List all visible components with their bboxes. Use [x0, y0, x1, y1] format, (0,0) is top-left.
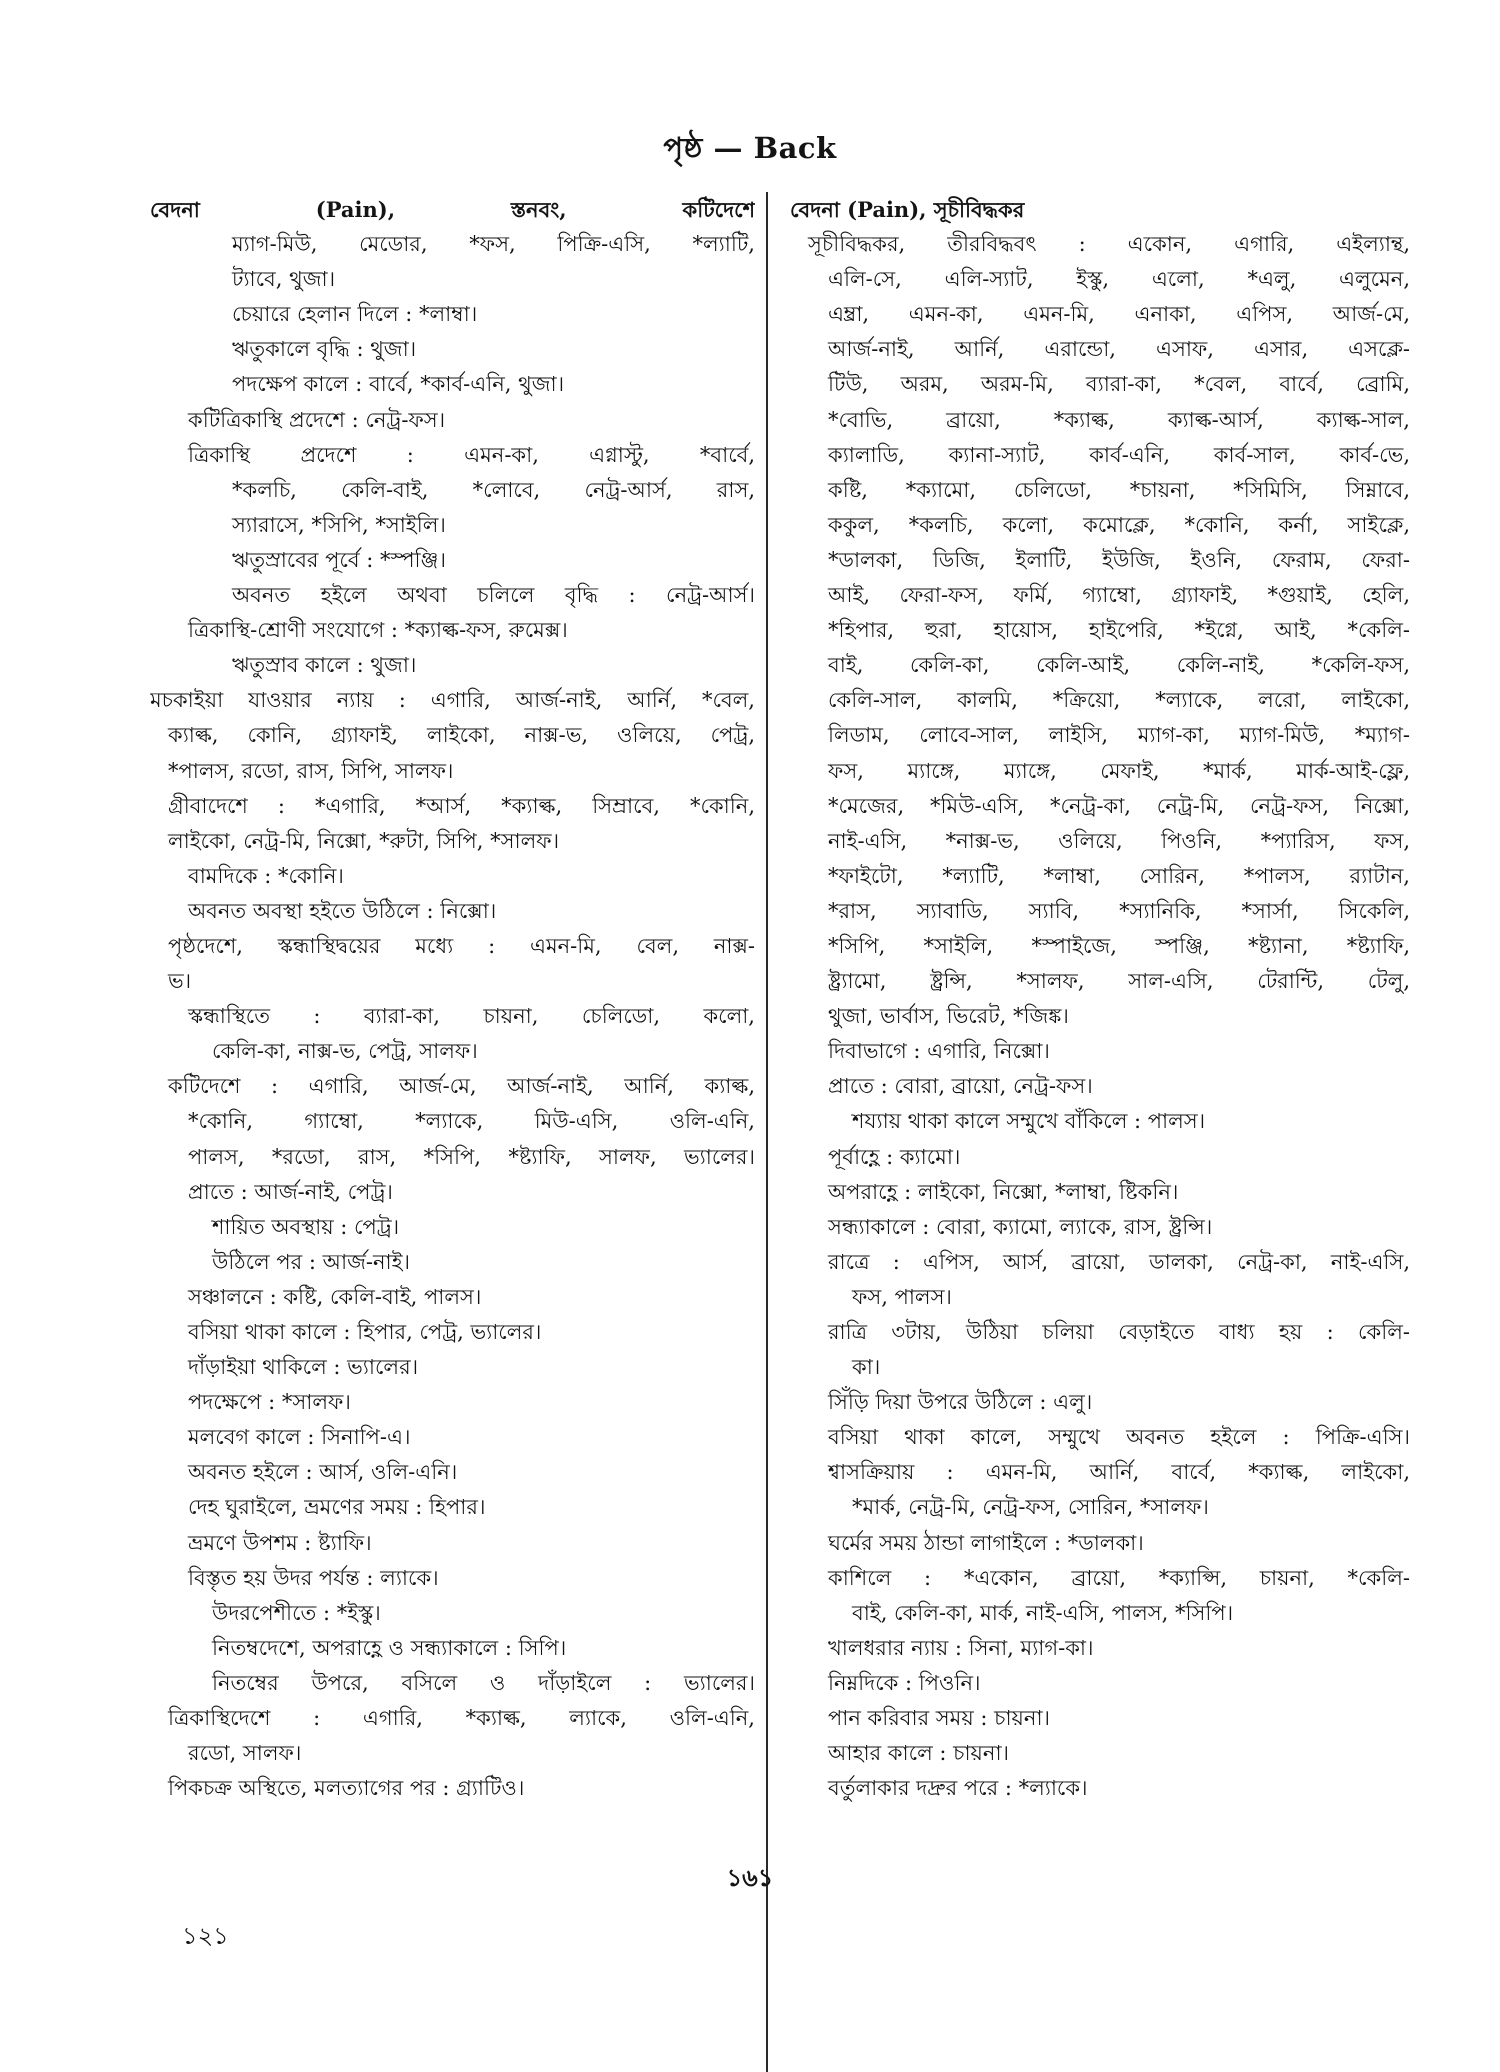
- text-line: ক্যাল্ক, কোনি, গ্র্যাফাই, লাইকো, নাক্স-ভ, ওলিয়ে, পেট্র,: [168, 723, 755, 748]
- text-line: চেয়ারে হেলান দিলে : *লাম্বা।: [232, 302, 478, 327]
- text-line: নাই-এসি, *নাক্স-ভ, ওলিয়ে, পিওনি, *প্যারিস, ফস,: [828, 828, 1410, 853]
- text-line: কা।: [852, 1355, 881, 1380]
- text-line: প্রাতে : আর্জ-নাই, পেট্র।: [188, 1179, 393, 1204]
- text-line: পদক্ষেপ কালে : বার্বে, *কার্ব-এনি, থুজা।: [232, 372, 565, 397]
- text-line: রাত্রে : এপিস, আর্স, ব্রায়ো, ডালকা, নেট্র-কা, নাই-এসি,: [828, 1249, 1410, 1274]
- right-column: [790, 192, 1410, 1806]
- text-line: আর্জ-নাই, আর্নি, এরান্ডো, এসাফ, এসার, এসক্লে-: [828, 337, 1410, 362]
- secondary-page-number: ১২১: [182, 1922, 229, 1950]
- left-column: [150, 192, 755, 1806]
- text-line: শায়িত অবস্থায় : পেট্র।: [212, 1214, 400, 1239]
- text-line: *সিপি, *সাইলি, *স্পাইজে, স্পঞ্জি, *ষ্ট্যানা, *ষ্ট্যাফি,: [828, 933, 1410, 958]
- text-line: ত্রিকাস্থি-শ্রোণী সংযোগে : *ক্যাল্ক-ফস, রুমেক্স।: [188, 618, 568, 643]
- text-line: লিডাম, লোবে-সাল, লাইসি, ম্যাগ-কা, ম্যাগ-মিউ, *ম্যাগ-: [828, 723, 1410, 748]
- text-line: স্যারাসে, *সিপি, *সাইলি।: [232, 512, 446, 537]
- text-line: দিবাভাগে : এগারি, নিক্সো।: [828, 1039, 1050, 1064]
- page-number: ১৬১: [726, 1863, 774, 1892]
- text-line: মলবেগ কালে : সিনাপি-এ।: [188, 1425, 411, 1450]
- text-line: রডো, সালফ।: [188, 1741, 302, 1766]
- text-line: বাই, কেলি-কা, মার্ক, নাই-এসি, পালস, *সিপি।: [852, 1600, 1234, 1625]
- text-line: *পালস, রডো, রাস, সিপি, সালফ।: [168, 758, 454, 783]
- text-line: ত্রিকাস্থিদেশে : এগারি, *ক্যাল্ক, ল্যাকে, ওলি-এনি,: [168, 1706, 755, 1731]
- text-line: থুজা, ভার্বাস, ভিরেট, *জিঙ্ক।: [828, 1004, 1069, 1029]
- text-line: নিতম্বের উপরে, বসিলে ও দাঁড়াইলে : ভ্যালের।: [212, 1670, 755, 1695]
- text-line: এলি-সে, এলি-স্যাট, ইস্কু, এলো, *এলু, এলুমেন,: [828, 267, 1410, 292]
- text-line: *ফাইটো, *ল্যাটি, *লাম্বা, সোরিন, *পালস, র‍্যাটান,: [828, 863, 1410, 888]
- section-header: পৃষ্ঠ — Back: [663, 131, 837, 165]
- text-line: *মার্ক, নেট্র-মি, নেট্র-ফস, সোরিন, *সালফ।: [852, 1495, 1209, 1520]
- text-line: ঋতুকালে বৃদ্ধি : থুজা।: [232, 337, 417, 362]
- text-line: ভ্রমণে উপশম : ষ্ট্যাফি।: [188, 1530, 372, 1555]
- text-line: অপরাহ্ণে : লাইকো, নিক্সো, *লাম্বা, ষ্টিকনি।: [828, 1179, 1179, 1204]
- text-line: বসিয়া থাকা কালে, সম্মুখে অবনত হইলে : পিক্রি-এসি।: [828, 1425, 1410, 1450]
- text-line: মচকাইয়া যাওয়ার ন্যায় : এগারি, আর্জ-নাই, আর্নি, *বেল,: [150, 688, 755, 713]
- text-line: শ্বাসক্রিয়ায় : এমন-মি, আর্নি, বার্বে, *ক্যাল্ক, লাইকো,: [828, 1460, 1410, 1485]
- text-line: *রাস, স্যাবাডি, স্যাবি, *স্যানিকি, *সার্সা, সিকেলি,: [828, 898, 1410, 923]
- text-line: কাশিলে : *একোন, ব্রায়ো, *ক্যাপ্সি, চায়না, *কেলি-: [828, 1565, 1410, 1590]
- text-line: ষ্ট্র্যামো, ষ্ট্রন্সি, *সালফ, সাল-এসি, টেরান্টি, টেলু,: [828, 969, 1410, 994]
- text-line: অবনত অবস্থা হইতে উঠিলে : নিক্সো।: [188, 898, 497, 923]
- text-line: পিকচক্র অস্থিতে, মলত্যাগের পর : গ্র্যাটিও।: [168, 1776, 525, 1801]
- text-line: কেলি-সাল, কালমি, *ক্রিয়ো, *ল্যাকে, লরো, লাইকো,: [828, 688, 1410, 713]
- text-line: শয্যায় থাকা কালে সম্মুখে বাঁকিলে : পালস।: [852, 1109, 1206, 1134]
- text-line: দাঁড়াইয়া থাকিলে : ভ্যালের।: [188, 1355, 419, 1380]
- text-line: লাইকো, নেট্র-মি, নিক্সো, *রুটা, সিপি, *সালফ।: [168, 828, 560, 853]
- text-line: বসিয়া থাকা কালে : হিপার, পেট্র, ভ্যালের।: [188, 1320, 542, 1344]
- text-line: বিস্তৃত হয় উদর পর্যন্ত : ল্যাকে।: [188, 1565, 439, 1590]
- text-line: সূচীবিদ্ধকর, তীরবিদ্ধবৎ : একোন, এগারি, এইল্যান্থ,: [808, 232, 1410, 257]
- text-line: স্কন্ধাস্থিতে : ব্যারা-কা, চায়না, চেলিডো, কলো,: [188, 1004, 755, 1029]
- text-line: *মেজের, *মিউ-এসি, *নেট্র-কা, নেট্র-মি, নেট্র-ফস, নিক্সো,: [828, 793, 1410, 818]
- text-line: সঞ্চালনে : কষ্টি, কেলি-বাই, পালস।: [188, 1284, 482, 1309]
- text-line: সন্ধ্যাকালে : বোরা, ক্যামো, ল্যাকে, রাস, ষ্ট্রন্সি।: [828, 1214, 1213, 1239]
- text-line: প্রাতে : বোরা, ব্রায়ো, নেট্র-ফস।: [828, 1074, 1093, 1099]
- text-line: ভ।: [168, 969, 192, 994]
- text-line: বেদনা (Pain), সূচীবিদ্ধকর: [790, 197, 1025, 222]
- text-line: বর্তুলাকার দদ্রুর পরে : *ল্যাকে।: [828, 1776, 1088, 1801]
- text-line: ঋতুস্রাবের পূর্বে : *স্পঞ্জি।: [232, 547, 446, 572]
- text-line: ট্যাবে, থুজা।: [232, 267, 336, 292]
- text-line: *হিপার, হুরা, হায়োস, হাইপেরি, *ইগ্নে, আই, *কেলি-: [828, 618, 1410, 643]
- column-divider: [766, 192, 768, 2072]
- text-line: ক্যালাডি, ক্যানা-স্যাট, কার্ব-এনি, কার্ব-সাল, কার্ব-ভে,: [828, 442, 1410, 467]
- text-line: দেহ ঘুরাইলে, ভ্রমণের সময় : হিপার।: [188, 1495, 486, 1520]
- text-line: উঠিলে পর : আর্জ-নাই।: [212, 1249, 411, 1274]
- text-line: পালস, *রডো, রাস, *সিপি, *ষ্ট্যাফি, সালফ, ভ্যালের।: [188, 1144, 755, 1169]
- text-line: পৃষ্ঠদেশে, স্কন্ধাস্থিদ্বয়ের মধ্যে : এমন-মি, বেল, নাক্স-: [168, 933, 755, 958]
- text-line: কষ্টি, *ক্যামো, চেলিডো, *চায়না, *সিমিসি, সিম্নাবে,: [828, 477, 1410, 502]
- text-line: *বোভি, ব্রায়ো, *ক্যাল্ক, ক্যাল্ক-আর্স, ক্যাল্ক-সাল,: [828, 407, 1410, 432]
- text-line: নিতম্বদেশে, অপরাহ্ণে ও সন্ধ্যাকালে : সিপি।: [212, 1635, 567, 1660]
- text-line: কটিত্রিকাস্থি প্রদেশে : নেট্র-ফস।: [188, 407, 446, 432]
- text-line: পূর্বাহ্ণে : ক্যামো।: [828, 1144, 961, 1169]
- text-line: আই, ফেরা-ফস, ফর্মি, গ্যাম্বো, গ্র্যাফাই, *গুয়াই, হেলি,: [828, 583, 1410, 608]
- text-line: *কোনি, গ্যাম্বো, *ল্যাকে, মিউ-এসি, ওলি-এনি,: [188, 1109, 755, 1134]
- text-line: বেদনা (Pain), স্তনবং, কটিদেশে: [150, 197, 755, 222]
- text-line: নিম্নদিকে : পিওনি।: [828, 1670, 981, 1695]
- text-line: টিউ, অরম, অরম-মি, ব্যারা-কা, *বেল, বার্বে, ব্রোমি,: [828, 372, 1410, 397]
- text-line: কেলি-কা, নাক্স-ভ, পেট্র, সালফ।: [212, 1039, 478, 1064]
- text-line: ত্রিকাস্থি প্রদেশে : এমন-কা, এগ্নাস্টু, *বার্বে,: [188, 442, 755, 467]
- text-line: *কলচি, কেলি-বাই, *লোবে, নেট্র-আর্স, রাস,: [232, 477, 755, 502]
- text-line: ঋতুস্রাব কালে : থুজা।: [232, 653, 417, 678]
- text-line: এম্ব্রা, এমন-কা, এমন-মি, এনাকা, এপিস, আর্জ-মে,: [828, 302, 1410, 327]
- text-line: ম্যাগ-মিউ, মেডোর, *ফস, পিক্রি-এসি, *ল্যাটি,: [232, 232, 755, 257]
- text-line: অবনত হইলে : আর্স, ওলি-এনি।: [188, 1460, 458, 1485]
- text-line: ঘর্মের সময় ঠান্ডা লাগাইলে : *ডালকা।: [828, 1530, 1144, 1555]
- text-line: ফস, পালস।: [852, 1284, 952, 1309]
- text-line: কটিদেশে : এগারি, আর্জ-মে, আর্জ-নাই, আর্নি, ক্যাল্ক,: [168, 1074, 755, 1099]
- text-line: রাত্রি ৩টায়, উঠিয়া চলিয়া বেড়াইতে বাধ্য হয় : কেলি-: [828, 1320, 1410, 1344]
- text-line: অবনত হইলে অথবা চলিলে বৃদ্ধি : নেট্র-আর্স।: [232, 583, 755, 608]
- text-line: পান করিবার সময় : চায়না।: [828, 1706, 1051, 1731]
- text-line: গ্রীবাদেশে : *এগারি, *আর্স, *ক্যাল্ক, সিম্রাবে, *কোনি,: [168, 793, 755, 818]
- text-line: ফস, ম্যাঙ্গে, ম্যাঙ্গে, মেফাই, *মার্ক, মার্ক-আই-ফ্লে,: [828, 758, 1410, 783]
- text-line: উদরপেশীতে : *ইস্কু।: [212, 1600, 381, 1625]
- text-line: *ডালকা, ডিজি, ইলাটি, ইউজি, ইওনি, ফেরাম, ফেরা-: [828, 547, 1410, 572]
- text-line: বাই, কেলি-কা, কেলি-আই, কেলি-নাই, *কেলি-ফস,: [828, 653, 1410, 678]
- text-line: ককুল, *কলচি, কলো, কমোক্লে, *কোনি, কর্না, সাইক্লে,: [828, 512, 1410, 537]
- text-line: পদক্ষেপে : *সালফ।: [188, 1390, 351, 1415]
- text-line: সিঁড়ি দিয়া উপরে উঠিলে : এলু।: [828, 1390, 1093, 1415]
- text-line: বামদিকে : *কোনি।: [188, 863, 344, 888]
- text-line: আহার কালে : চায়না।: [828, 1741, 1010, 1766]
- text-line: খালধরার ন্যায় : সিনা, ম্যাগ-কা।: [828, 1635, 1094, 1660]
